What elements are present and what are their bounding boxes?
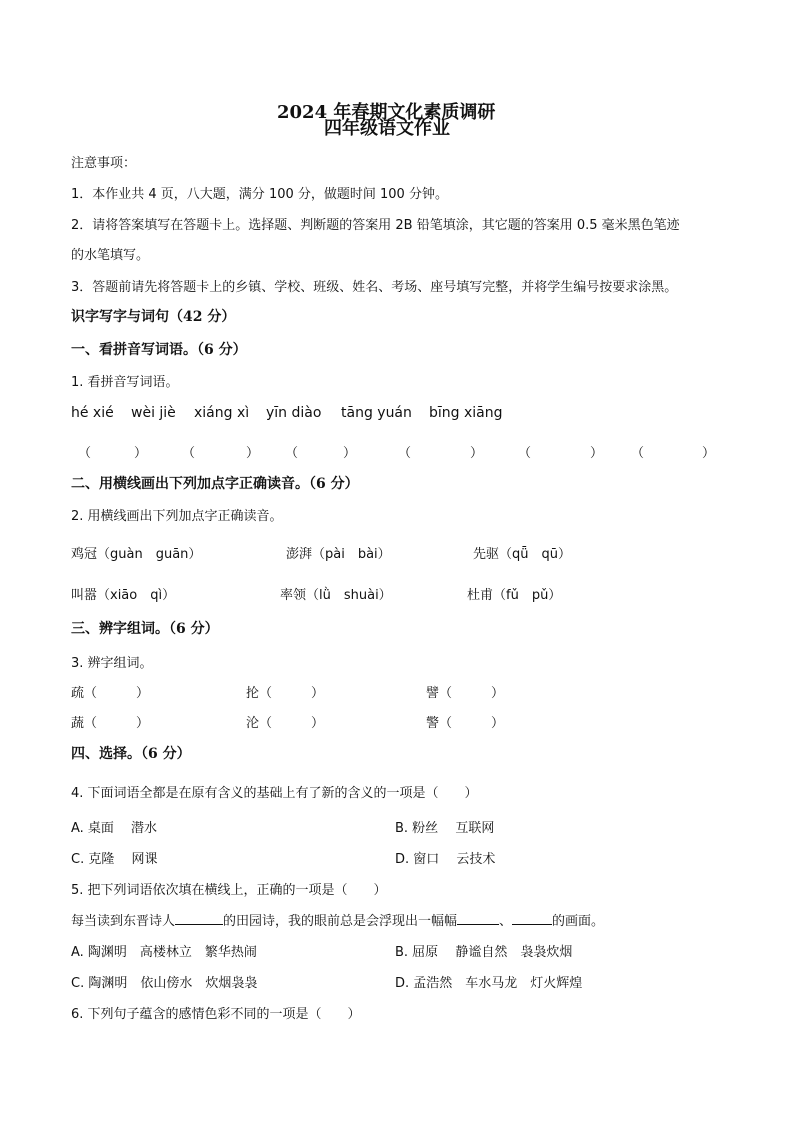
note-3: 3．答题前请先将答题卡上的乡镇、学校、班级、姓名、考场、座号填写完整，并将学生编号按要求涂黑。 <box>71 280 678 295</box>
pinyin-2: wèi jiè <box>131 405 176 421</box>
note-2: 2．请将答案填写在答题卡上。选择题、判断题的答案用 2B 铅笔填涂，其它题的答案用 0.5 毫米黑色笔迹 <box>71 218 680 233</box>
answer-paren: ） <box>590 446 604 461</box>
char-item-2: 抡（ ） <box>246 686 325 701</box>
pinyin-4: yīn diào <box>266 405 322 421</box>
question-1: 1. 看拼音写词语。 <box>71 375 179 390</box>
reading-item-2: 澎湃（pài bài） <box>286 547 391 562</box>
note-2-cont: 的水笔填写。 <box>71 248 150 263</box>
answer-paren: （ <box>518 446 532 461</box>
notes-heading: 注意事项： <box>71 156 137 171</box>
pinyin-3: xiáng xì <box>194 405 250 421</box>
q5-sentence-part: 的田园诗，我的眼前总是会浮现出一幅幅 <box>223 914 458 929</box>
char-item-5: 沦（ ） <box>246 716 325 731</box>
q4-option-c: C. 克隆 网课 <box>71 852 158 867</box>
answer-paren: ） <box>470 446 484 461</box>
q4-option-d: D. 窗口 云技术 <box>395 852 496 867</box>
pinyin-6: bīng xiāng <box>429 405 503 421</box>
q5-sentence-part: 、 <box>499 914 513 929</box>
section-1-heading: 一、看拼音写词语。（6 分） <box>71 342 247 358</box>
answer-paren: ） <box>246 446 260 461</box>
question-2: 2. 用横线画出下列加点字正确读音。 <box>71 509 283 524</box>
reading-item-4: 叫嚣（xiāo qì） <box>71 588 176 603</box>
answer-paren: （ <box>182 446 196 461</box>
part-heading: 识字写字与词句（42 分） <box>71 309 236 325</box>
char-item-1: 疏（ ） <box>71 686 150 701</box>
section-4-heading: 四、选择。（6 分） <box>71 746 191 762</box>
q5-option-c: C. 陶渊明 依山傍水 炊烟袅袅 <box>71 976 258 991</box>
section-3-heading: 三、辨字组词。（6 分） <box>71 621 219 637</box>
fill-blank[interactable] <box>457 912 499 925</box>
reading-item-3: 先驱（qǖ qū） <box>473 547 571 562</box>
section-2-heading: 二、用横线画出下列加点字正确读音。（6 分） <box>71 476 359 492</box>
answer-paren: （ <box>285 446 299 461</box>
q5-option-a: A. 陶渊明 高楼林立 繁华热闹 <box>71 945 257 960</box>
answer-paren: ） <box>134 446 148 461</box>
answer-paren: ） <box>702 446 716 461</box>
fill-blank[interactable] <box>512 912 552 925</box>
question-4: 4. 下面词语全都是在原有含义的基础上有了新的含义的一项是（ ） <box>71 786 478 801</box>
answer-paren: （ <box>398 446 412 461</box>
q5-option-b: B. 屈原 静谧自然 袅袅炊烟 <box>395 945 573 960</box>
q4-option-b: B. 粉丝 互联网 <box>395 821 495 836</box>
q5-option-d: D. 孟浩然 车水马龙 灯火辉煌 <box>395 976 583 991</box>
question-5: 5. 把下列词语依次填在横线上，正确的一项是（ ） <box>71 883 387 898</box>
question-3: 3. 辨字组词。 <box>71 656 153 671</box>
char-item-4: 蔬（ ） <box>71 716 150 731</box>
q5-sentence-part: 每当读到东晋诗人 <box>71 914 176 929</box>
answer-paren: （ <box>78 446 92 461</box>
char-item-6: 警（ ） <box>426 716 505 731</box>
note-1: 1．本作业共 4 页，八大题，满分 100 分，做题时间 100 分钟。 <box>71 187 448 202</box>
reading-item-5: 率领（lǜ shuài） <box>280 588 392 603</box>
answer-paren: （ <box>631 446 645 461</box>
reading-item-6: 杜甫（fǔ pǔ） <box>467 588 562 603</box>
exam-title: 2024 年春期文化素质调研 <box>277 102 496 123</box>
q5-sentence <box>71 910 604 929</box>
answer-paren: ） <box>343 446 357 461</box>
exam-subtitle: 四年级语文作业 <box>324 118 450 139</box>
q4-option-a: A. 桌面 潜水 <box>71 821 158 836</box>
reading-item-1: 鸡冠（guàn guān） <box>71 547 202 562</box>
question-6: 6. 下列句子蕴含的感情色彩不同的一项是（ ） <box>71 1007 361 1022</box>
fill-blank[interactable] <box>175 912 223 925</box>
pinyin-5: tāng yuán <box>341 405 412 421</box>
q5-sentence-part: 的画面。 <box>552 914 605 929</box>
char-item-3: 譬（ ） <box>426 686 505 701</box>
pinyin-1: hé xié <box>71 405 114 421</box>
